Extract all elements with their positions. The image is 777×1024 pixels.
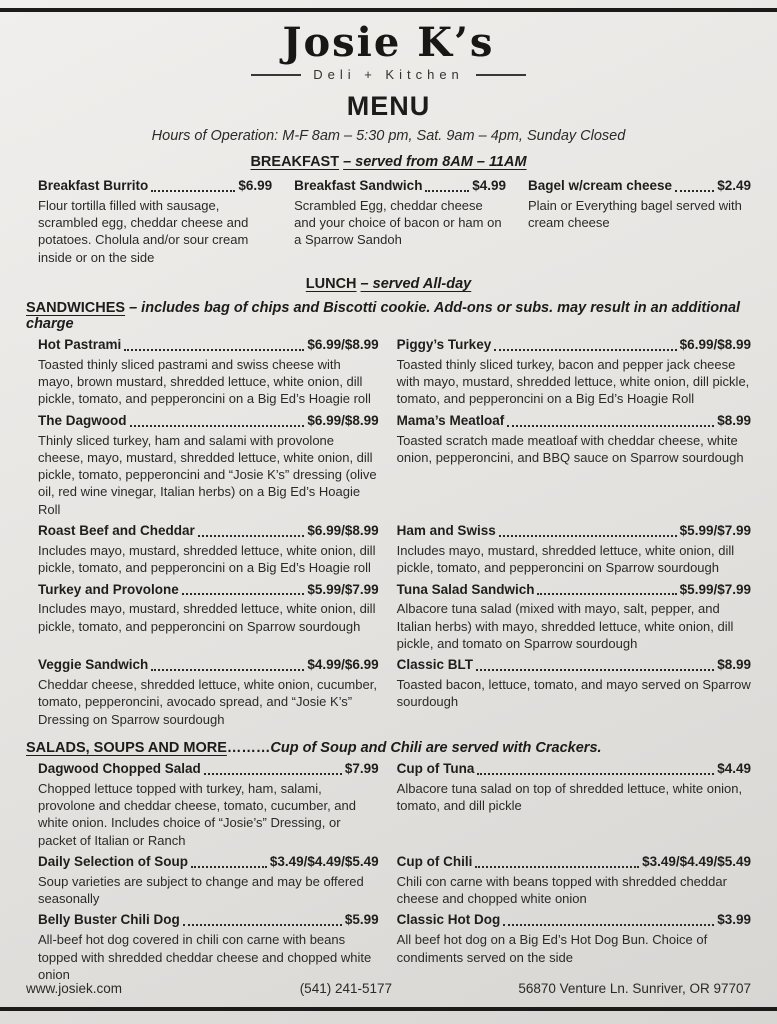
brand-title: Josie K’s	[282, 19, 495, 66]
item-price: $3.49/$4.49/$5.49	[269, 853, 379, 869]
menu-content	[26, 16, 751, 983]
breakfast-heading-label: BREAKFAST	[250, 154, 340, 170]
top-border-rule	[0, 8, 777, 12]
dot-leader	[130, 425, 305, 427]
item-name: Classic Hot Dog	[396, 912, 501, 928]
item-description: Albacore tuna salad on top of shredded lettuce, white onion, tomato, and dill pickle	[396, 780, 743, 814]
item-name: Dagwood Chopped Salad	[38, 760, 201, 776]
menu-item	[397, 853, 751, 907]
item-price: $5.99/$7.99	[307, 581, 379, 597]
lunch-heading-label: LUNCH	[305, 276, 357, 293]
item-name: The Dagwood	[38, 412, 127, 428]
footer-phone: (541) 241-5177	[299, 981, 393, 996]
item-description: All beef hot dog on a Big Ed’s Hot Dog Bun. Choice of condiments served on the side	[396, 932, 708, 965]
dot-leader	[151, 669, 304, 671]
item-name: Belly Buster Chili Dog	[38, 912, 180, 928]
menu-item	[38, 760, 379, 849]
dot-leader	[503, 924, 714, 926]
item-name: Classic BLT	[396, 657, 473, 673]
dot-leader	[494, 349, 676, 351]
menu-item	[397, 760, 751, 849]
item-name: Cup of Tuna	[396, 760, 475, 776]
item-description: Includes mayo, mustard, shredded lettuce, white onion, dill pickle, tomato, and pepperoncini on Sparrow sourdough	[38, 601, 376, 634]
menu-item	[38, 336, 379, 408]
dot-leader	[204, 773, 342, 775]
dot-leader	[477, 773, 714, 775]
item-description: Cheddar cheese, shredded lettuce, white onion, cucumber, tomato, pepperoncini, avocado spread, and “Josie K’s” Dressing on Sparrow sourdough	[38, 677, 377, 727]
sandwiches-heading-label: SANDWICHES	[26, 300, 126, 317]
dot-leader	[191, 866, 267, 868]
dot-leader	[182, 593, 305, 595]
footer-website: www.josiek.com	[26, 981, 123, 996]
menu-item	[38, 656, 379, 728]
dot-leader	[499, 535, 677, 537]
menu-item	[397, 336, 751, 408]
breakfast-heading-note: – served from 8AM – 11AM	[343, 154, 527, 170]
menu-item	[528, 177, 751, 266]
item-description: Toasted scratch made meatloaf with cheddar cheese, white onion, pepperoncini, and BBQ sauce on Sparrow sourdough	[396, 432, 744, 465]
item-price: $5.99/$7.99	[679, 523, 751, 539]
item-name: Piggy’s Turkey	[396, 337, 492, 353]
sandwiches-heading	[26, 300, 751, 332]
item-description: Toasted thinly sliced pastrami and swiss cheese with mayo, brown mustard, shredded lettuce, white onion, dill pickle, tomato, and pepperoncini on a Big Ed’s Hoagie roll	[38, 356, 371, 407]
item-name: Mama’s Meatloaf	[396, 412, 505, 428]
tagline-rule-right	[476, 74, 526, 76]
menu-item	[397, 656, 751, 728]
salads-heading	[26, 740, 751, 756]
menu-item	[38, 412, 379, 518]
item-price: $2.49	[717, 178, 751, 193]
salads-heading-dots: ………	[226, 739, 271, 756]
item-name: Roast Beef and Cheddar	[38, 523, 195, 539]
item-price: $5.99/$7.99	[679, 581, 751, 597]
item-price: $4.99/$6.99	[307, 657, 379, 673]
item-name: Cup of Chili	[396, 853, 473, 869]
item-price: $7.99	[344, 760, 379, 776]
item-name: Bagel w/cream cheese	[527, 178, 673, 193]
item-description: Chili con carne with beans topped with shredded cheddar cheese and chopped white onion	[396, 873, 727, 907]
item-description: All-beef hot dog covered in chili con carne with beans topped with shredded cheddar cheese and chopped white onion	[38, 932, 372, 982]
menu-title: MENU	[346, 91, 431, 121]
salads-heading-note: Cup of Soup and Chili are served with Crackers.	[270, 739, 602, 756]
brand-tagline: Deli + Kitchen	[313, 67, 464, 82]
menu-item	[38, 853, 379, 907]
item-name: Daily Selection of Soup	[38, 853, 189, 869]
dot-leader	[507, 425, 714, 427]
footer	[26, 981, 751, 996]
item-description: Plain or Everything bagel served with cream cheese	[527, 197, 742, 231]
menu-item	[397, 522, 751, 576]
item-price: $6.99	[238, 178, 273, 193]
item-price: $3.99	[717, 912, 751, 928]
menu-item	[38, 522, 379, 576]
menu-item	[38, 581, 379, 653]
item-price: $5.99	[344, 912, 379, 928]
sandwiches-heading-note: – includes bag of chips and Biscotti cookie. Add-ons or subs. may result in an additional charge	[26, 300, 741, 333]
item-name: Tuna Salad Sandwich	[396, 581, 535, 597]
footer-address: 56870 Venture Ln. Sunriver, OR 97707	[518, 981, 751, 996]
menu-item	[38, 177, 272, 266]
menu-item	[397, 581, 751, 653]
brand-tagline-row	[26, 67, 751, 82]
item-description: Scrambled Egg, cheddar cheese and your choice of bacon or ham on a Sparrow Sandoh	[294, 197, 502, 248]
item-name: Veggie Sandwich	[38, 657, 149, 673]
breakfast-items	[38, 177, 751, 266]
item-price: $6.99/$8.99	[307, 523, 379, 539]
menu-item	[38, 911, 379, 983]
salads-items	[38, 760, 751, 983]
item-description: Includes mayo, mustard, shredded lettuce, white onion, dill pickle, tomato, and pepperoncini on Sparrow sourdough	[396, 542, 735, 576]
hours-of-operation: Hours of Operation: M-F 8am – 5:30 pm, Sat. 9am – 4pm, Sunday Closed	[151, 128, 626, 144]
item-price: $6.99/$8.99	[307, 412, 379, 428]
item-name: Breakfast Burrito	[38, 178, 149, 193]
item-price: $6.99/$8.99	[307, 337, 379, 353]
item-price: $3.49/$4.49/$5.49	[642, 853, 751, 869]
dot-leader	[425, 190, 469, 192]
dot-leader	[183, 924, 342, 926]
item-description: Thinly sliced turkey, ham and salami with provolone cheese, mayo, mustard, shredded lettuce, white onion, dill pickle, tomato, pepperoncini and “Josie K’s” dressing (olive oil, red wine vinegar, Italian herbs) on a Big Ed’s Hoagie Roll	[38, 432, 377, 517]
item-price: $4.99	[472, 178, 506, 193]
dot-leader	[675, 190, 714, 192]
menu-item	[397, 911, 751, 983]
item-price: $8.99	[717, 412, 751, 428]
item-name: Hot Pastrami	[38, 337, 122, 353]
item-description: Toasted thinly sliced turkey, bacon and pepper jack cheese with mayo, mustard, shredded lettuce, white onion, dill pickle, tomato, and pepperoncini on a Big Ed’s Hoagie Roll	[396, 356, 750, 407]
tagline-rule-left	[251, 74, 301, 76]
lunch-heading-note: – served All-day	[360, 276, 472, 293]
salads-heading-label: SALADS, SOUPS AND MORE	[26, 739, 227, 756]
item-description: Albacore tuna salad (mixed with mayo, salt, pepper, and Italian herbs) with mayo, shredded lettuce, white onion, dill pickle, and tomato on Sparrow sourdough	[396, 601, 734, 651]
dot-leader	[476, 669, 714, 671]
menu-item	[294, 177, 506, 266]
dot-leader	[124, 349, 304, 351]
item-price: $8.99	[717, 657, 751, 673]
item-description: Chopped lettuce topped with turkey, ham, salami, provolone and cheddar cheese, tomato, cucumber, and white onion. Includes choice of “Josie’s” Dressing, or packet of Italian or Ranch	[38, 780, 356, 848]
item-description: Flour tortilla filled with sausage, scrambled egg, cheddar cheese and potatoes. Cholula and/or sour cream inside or on the side	[38, 197, 249, 265]
menu-item	[397, 412, 751, 518]
item-description: Toasted bacon, lettuce, tomato, and mayo served on Sparrow sourdough	[396, 677, 751, 710]
item-description: Soup varieties are subject to change and may be offered seasonally	[38, 873, 364, 907]
item-description: Includes mayo, mustard, shredded lettuce, white onion, dill pickle, tomato, and pepperoncini on a Big Ed’s Hoagie roll	[38, 542, 376, 576]
item-name: Breakfast Sandwich	[294, 178, 423, 193]
dot-leader	[198, 535, 305, 537]
sandwich-items	[38, 336, 751, 728]
item-name: Ham and Swiss	[396, 523, 496, 539]
lunch-heading	[26, 276, 751, 292]
breakfast-heading	[26, 154, 751, 170]
dot-leader	[475, 866, 639, 868]
item-price: $6.99/$8.99	[679, 337, 751, 353]
bottom-border-rule	[0, 1007, 777, 1011]
item-name: Turkey and Provolone	[38, 581, 179, 597]
dot-leader	[537, 593, 676, 595]
item-price: $4.49	[717, 760, 751, 776]
dot-leader	[151, 190, 235, 192]
